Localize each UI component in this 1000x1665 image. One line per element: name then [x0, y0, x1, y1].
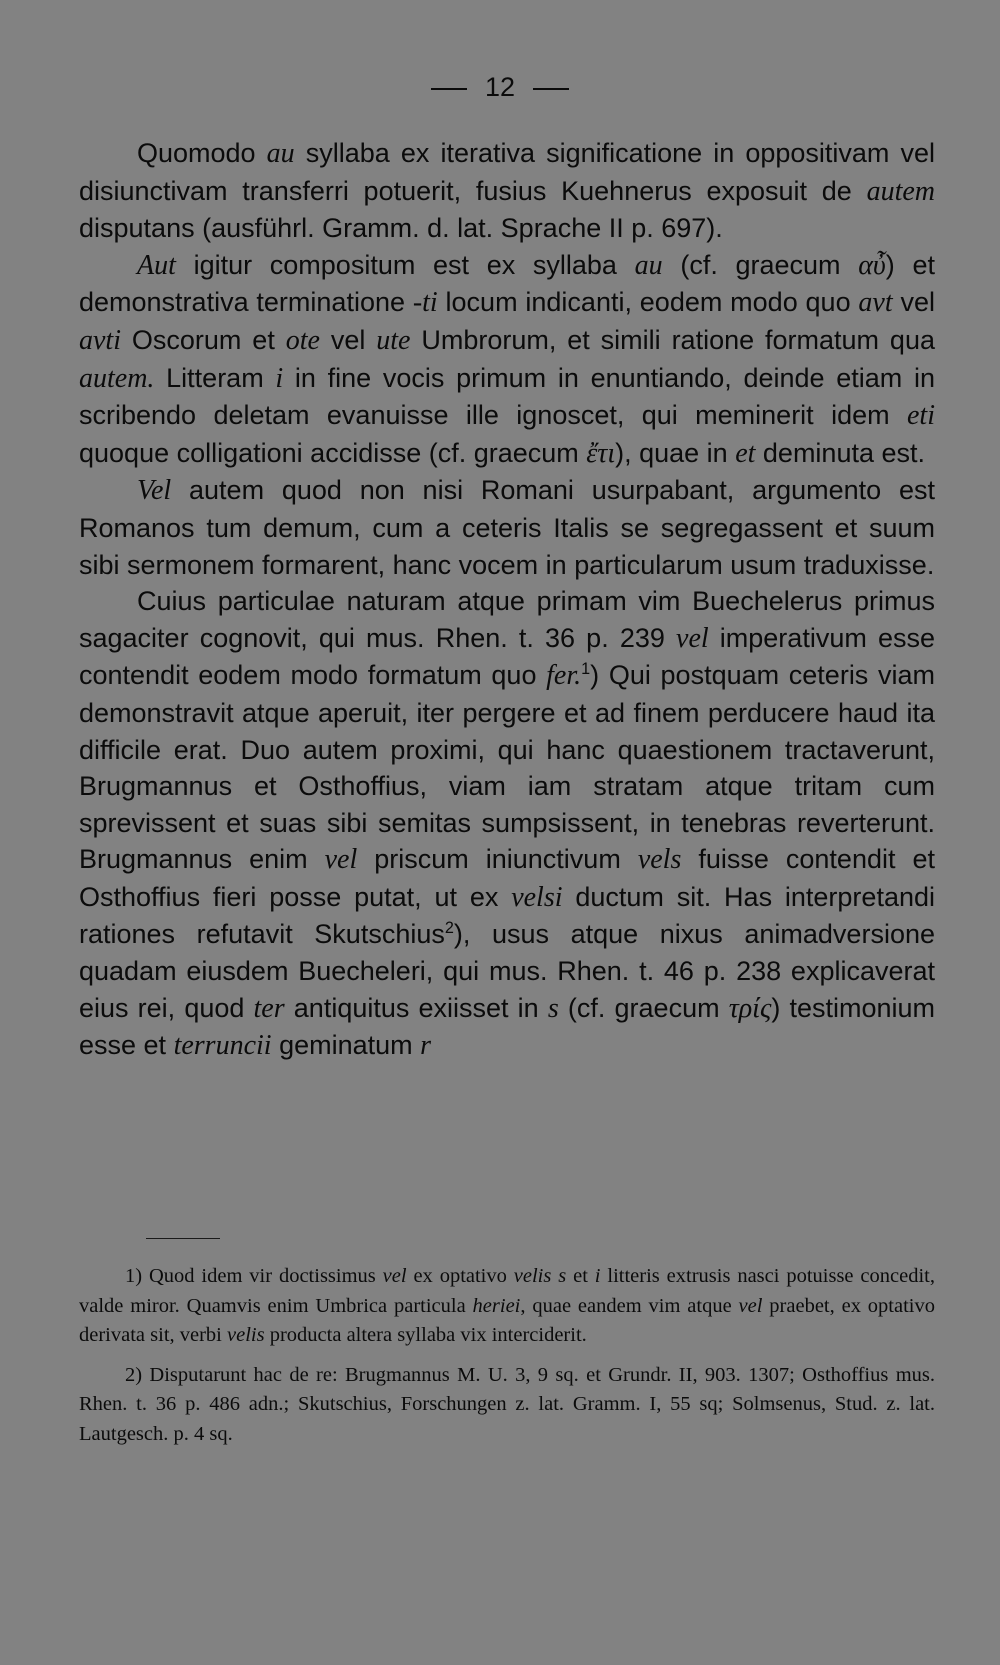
- page-number-dash-left: [431, 88, 467, 90]
- italic-term: avti: [79, 324, 121, 356]
- paragraph-1: [79, 135, 935, 247]
- text-run: Cuius particulae naturam atque primam vim Buechelerus primus sagaciter cognovit, qui mus. Rhen. t. 36 p. 239: [79, 586, 935, 653]
- italic-term: vel: [738, 1294, 763, 1317]
- text-run: igitur compositum est ex syllaba: [175, 249, 635, 280]
- italic-term: ote: [285, 324, 320, 356]
- text-run: deminuta est.: [755, 437, 925, 468]
- footnote-ref: 1: [581, 660, 591, 679]
- text-run: antiquitus exiisset in: [284, 992, 548, 1023]
- text-run: geminatum: [271, 1030, 421, 1061]
- text-run: autem quod non nisi Romani usurpabant, argumento est Romanos tum demum, cum a ceteris Italis se segregassent et suum sibi sermonem formarent, hanc vocem in particularum usum traduxisse.: [79, 475, 935, 580]
- footnote-1: [79, 1262, 935, 1351]
- italic-term: heriei: [472, 1294, 521, 1317]
- italic-term: terruncii: [173, 1030, 272, 1062]
- italic-term: au: [266, 138, 295, 169]
- italic-term: ἔτι: [586, 437, 616, 469]
- text-run: praebet, ex optativo derivata sit, verbi: [79, 1294, 935, 1346]
- footnote-separator: [146, 1238, 220, 1239]
- text-run: in fine vocis primum in enuntiando, deinde etiam in scribendo deletam evanuisse ille ignoscet, qui meminerit idem: [79, 362, 936, 431]
- footnote-ref: 2: [444, 919, 454, 938]
- italic-term: s: [558, 1265, 567, 1287]
- italic-term: velsi: [511, 881, 563, 913]
- text-run: 2) Disputarunt hac de re: Brugmannus M. U. 3, 9 sq. et Grundr. II, 903. 1307; Osthoffius mus. Rhen. t. 36 p. 486 adn.; Skutschius, Forschungen z. lat. Gramm. I, 55 sq; Solmsenus, Stud. z. lat. Lautgesch. p. 4 sq.: [79, 1363, 935, 1445]
- page-number-dash-right: [533, 88, 569, 90]
- italic-term: αὖ: [858, 249, 886, 281]
- italic-term: velis: [513, 1265, 552, 1287]
- italic-term: avt: [858, 287, 893, 319]
- text-run: ) et demonstrativa terminatione: [79, 249, 935, 318]
- text-run: 1) Quod idem vir doctissimus: [125, 1265, 383, 1287]
- text-run: Quomodo: [137, 138, 267, 168]
- italic-term: autem.: [79, 362, 155, 394]
- italic-term: ter: [253, 992, 285, 1024]
- text-run: (cf. graecum: [662, 249, 859, 280]
- italic-term: Aut: [137, 249, 176, 281]
- italic-term: vel: [382, 1265, 407, 1287]
- text-run: imperativum esse contendit eodem modo formatum quo: [79, 622, 935, 691]
- text-run: , quae eandem vim atque: [520, 1294, 739, 1317]
- footnote-2: [79, 1361, 935, 1450]
- italic-term: i: [275, 362, 284, 394]
- text-run: syllaba ex iterativa significatione in oppositivam vel disiunctivam transferri potuerit, fusius Kuehnerus exposuit de: [79, 138, 935, 206]
- text-run: et: [566, 1265, 595, 1287]
- text-run: quoque colligationi accidisse (cf. graecum: [79, 437, 587, 468]
- text-run: ex optativo: [406, 1265, 514, 1287]
- text-run: (cf. graecum: [558, 992, 729, 1023]
- italic-term: autem: [866, 175, 935, 207]
- footnotes: [79, 1262, 935, 1449]
- italic-term: τρίς: [728, 992, 772, 1024]
- italic-term: i: [594, 1265, 601, 1287]
- text-run: Umbrorum, et simili ratione formatum qua: [410, 324, 935, 355]
- italic-term: eti: [907, 400, 935, 432]
- text-run: fuisse contendit et Osthoffius fieri posse putat, ut ex: [79, 844, 935, 912]
- text-run: producta altera syllaba vix interciderit.: [264, 1324, 587, 1346]
- italic-term: s: [547, 992, 559, 1024]
- italic-term: r: [420, 1030, 432, 1062]
- text-run: Oscorum et: [121, 324, 286, 355]
- text-run: ) testimonium esse et: [79, 992, 936, 1061]
- italic-term: vel: [676, 622, 709, 654]
- main-text: [79, 135, 935, 1065]
- italic-term: ute: [376, 324, 411, 356]
- italic-term: vel: [324, 844, 358, 876]
- text-run: ), usus atque nixus animadversione quadam eiusdem Buecheleri, qui mus. Rhen. t. 46 p. 238 explicaverat eius rei, quod: [79, 919, 935, 1023]
- text-run: priscum iniunctivum: [357, 844, 638, 875]
- paragraph-4: [79, 583, 935, 1065]
- text-run: vel: [892, 287, 935, 318]
- page-number-value: 12: [484, 72, 516, 102]
- italic-term: et: [735, 437, 756, 469]
- text-run: Litteram: [154, 362, 276, 393]
- text-run: ductum sit. Has interpretandi rationes refutavit Skutschius: [79, 881, 935, 950]
- italic-term: -ti: [412, 287, 438, 319]
- paragraph-2: [79, 247, 935, 473]
- italic-term: fer.: [546, 660, 582, 692]
- paragraph-3: [79, 472, 935, 583]
- italic-term: vels: [637, 844, 682, 876]
- text-run: ) Qui postquam ceteris viam demonstravit atque aperuit, iter pergere et ad finem perducere haud ita difficile erat. Duo autem proximi, qui hanc quaestionem tractaverunt, Brugmannus et Osthoffius, viam iam stratam atque tritam cum sprevissent et suas sibi semitas sumpsissent, in tenebras reverterunt. Brugmannus enim: [79, 660, 935, 875]
- text-run: litteris extrusis nasci potuisse concedit, valde miror. Quamvis enim Umbrica particula: [79, 1265, 935, 1317]
- italic-term: velis: [227, 1324, 265, 1346]
- page-number: [0, 72, 1000, 103]
- italic-term: au: [634, 249, 663, 281]
- text-run: locum indicanti, eodem modo quo: [437, 287, 859, 318]
- text-run: ), quae in: [615, 437, 736, 468]
- text-run: disputans (ausführl. Gramm. d. lat. Sprache II p. 697).: [79, 213, 723, 244]
- text-run: vel: [319, 324, 377, 355]
- italic-term: Vel: [137, 475, 172, 507]
